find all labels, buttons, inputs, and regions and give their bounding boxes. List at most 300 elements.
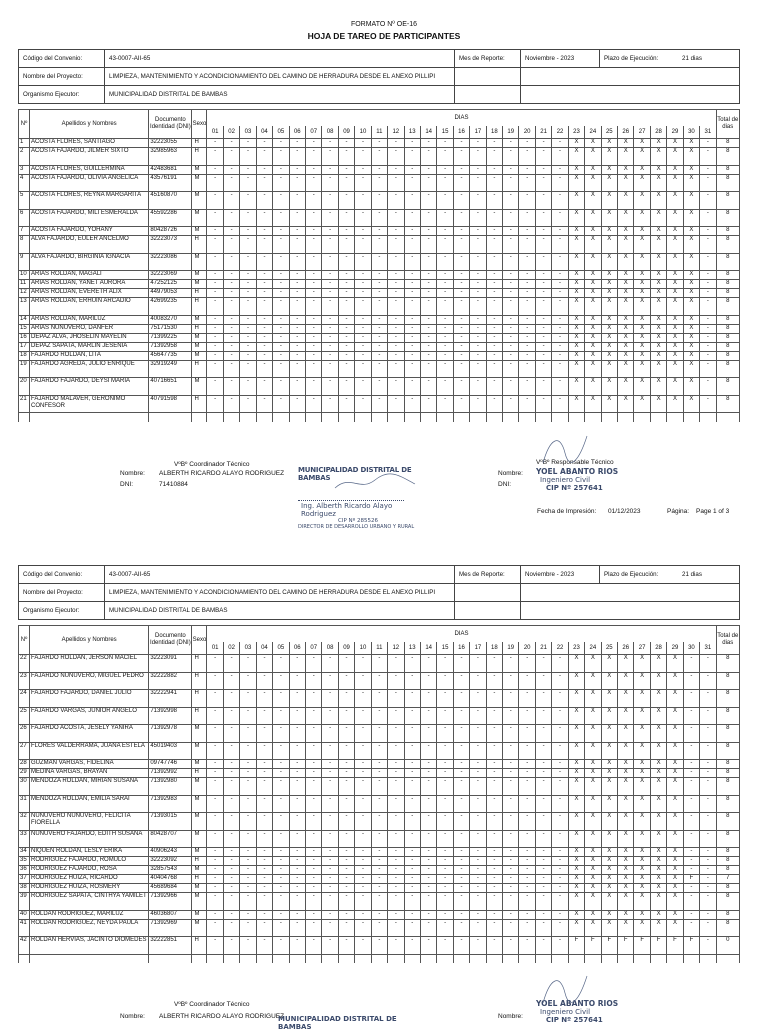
plazo-label: Plazo de Ejecución: <box>600 566 679 584</box>
row-number: 18 <box>19 351 30 360</box>
day-cell: - <box>207 919 223 937</box>
table-row <box>19 655 740 673</box>
day-cell: - <box>437 884 453 893</box>
participant-sex: M <box>192 165 207 174</box>
day-cell: - <box>355 378 371 396</box>
day-cell: - <box>306 655 322 673</box>
day-cell: - <box>240 289 256 298</box>
day-cell: X <box>618 672 634 690</box>
day-cell: - <box>289 760 305 769</box>
day-cell: - <box>503 298 519 316</box>
day-cell: - <box>273 378 289 396</box>
day-cell: - <box>306 298 322 316</box>
day-cell: - <box>453 866 469 875</box>
day-cell: - <box>223 690 239 708</box>
day-cell: - <box>437 289 453 298</box>
day-cell: X <box>634 298 650 316</box>
day-cell: - <box>470 333 486 342</box>
row-number: 4 <box>19 174 30 192</box>
day-cell: - <box>519 866 535 875</box>
day-cell: - <box>519 209 535 227</box>
day-cell: - <box>420 655 436 673</box>
row-number: 31 <box>19 795 30 813</box>
table-row <box>19 174 740 192</box>
day-cell: - <box>289 209 305 227</box>
day-cell: - <box>371 857 387 866</box>
day-header: 20 <box>519 126 535 139</box>
table-row <box>19 395 740 413</box>
day-cell: - <box>503 875 519 884</box>
empty-cell <box>503 413 519 422</box>
table-row <box>19 866 740 875</box>
participant-sex: M <box>192 884 207 893</box>
day-cell: X <box>667 165 683 174</box>
day-cell: - <box>420 866 436 875</box>
day-cell: X <box>568 875 584 884</box>
day-cell: - <box>355 875 371 884</box>
day-cell: - <box>470 707 486 725</box>
day-cell: - <box>404 351 420 360</box>
day-cell: - <box>453 192 469 210</box>
day-cell: - <box>289 298 305 316</box>
participant-sex: M <box>192 866 207 875</box>
participant-name: ACOSTA FAJARDO, MILI ESMERALDA <box>30 209 149 227</box>
day-cell: - <box>355 760 371 769</box>
day-cell: - <box>256 148 272 166</box>
day-cell: - <box>256 795 272 813</box>
day-cell: X <box>650 707 666 725</box>
day-cell: - <box>503 324 519 333</box>
day-cell: - <box>683 742 699 760</box>
stamp-engineer <box>536 467 646 492</box>
row-number: 35 <box>19 857 30 866</box>
day-cell: - <box>420 813 436 831</box>
total-days: 8 <box>716 378 739 396</box>
day-cell: - <box>437 192 453 210</box>
day-cell: - <box>273 236 289 254</box>
page-title: HOJA DE TAREO DE PARTICIPANTES <box>307 31 461 41</box>
day-cell: - <box>535 298 551 316</box>
day-cell: X <box>650 298 666 316</box>
day-cell: - <box>338 315 354 324</box>
day-cell: - <box>404 280 420 289</box>
day-cell: - <box>404 342 420 351</box>
day-cell: X <box>585 289 601 298</box>
day-cell: X <box>568 139 584 148</box>
day-cell: - <box>420 884 436 893</box>
day-cell: - <box>470 769 486 778</box>
day-cell: X <box>601 192 617 210</box>
day-cell: - <box>306 236 322 254</box>
day-cell: - <box>273 919 289 937</box>
day-cell: - <box>306 148 322 166</box>
day-cell: - <box>503 209 519 227</box>
day-cell: X <box>634 333 650 342</box>
day-header: 02 <box>223 126 239 139</box>
day-cell: - <box>437 280 453 289</box>
empty-cell <box>470 413 486 422</box>
participant-sex: M <box>192 333 207 342</box>
day-cell: X <box>634 395 650 413</box>
day-cell: - <box>355 910 371 919</box>
day-cell: X <box>650 875 666 884</box>
day-cell: X <box>618 760 634 769</box>
participant-dni: 32223055 <box>149 139 192 148</box>
total-days: 8 <box>716 742 739 760</box>
day-cell: X <box>667 725 683 743</box>
day-cell: - <box>420 174 436 192</box>
day-cell: - <box>223 919 239 937</box>
day-cell: - <box>338 707 354 725</box>
participant-sex: H <box>192 289 207 298</box>
table-row <box>19 271 740 280</box>
day-cell: - <box>322 298 338 316</box>
participant-sex: M <box>192 174 207 192</box>
day-cell: X <box>634 893 650 911</box>
day-cell: - <box>503 707 519 725</box>
day-cell: - <box>503 884 519 893</box>
day-cell: - <box>420 298 436 316</box>
day-cell: X <box>667 395 683 413</box>
empty-cell <box>535 954 551 963</box>
day-cell: - <box>503 227 519 236</box>
day-cell: - <box>535 227 551 236</box>
day-cell: - <box>306 937 322 955</box>
row-number: 29 <box>19 769 30 778</box>
participant-sex: H <box>192 769 207 778</box>
day-cell: - <box>552 395 568 413</box>
day-header: 11 <box>371 126 387 139</box>
col-dni: Documento Identidad (DNI) <box>149 626 192 655</box>
day-cell: X <box>568 655 584 673</box>
day-cell: - <box>700 271 716 280</box>
stamp-line: CIP Nº 257641 <box>546 1016 603 1024</box>
day-cell: - <box>207 395 223 413</box>
day-cell: - <box>535 742 551 760</box>
day-cell: X <box>650 778 666 796</box>
day-cell: - <box>322 289 338 298</box>
participant-dni: 71393015 <box>149 813 192 831</box>
day-cell: - <box>486 271 502 280</box>
day-cell: - <box>388 690 404 708</box>
day-cell: - <box>371 298 387 316</box>
day-cell: - <box>338 910 354 919</box>
day-cell: - <box>223 672 239 690</box>
blank-row <box>19 413 740 422</box>
empty-cell <box>192 954 207 963</box>
day-cell: - <box>535 919 551 937</box>
day-header: 20 <box>519 642 535 655</box>
day-cell: - <box>535 165 551 174</box>
day-cell: X <box>667 253 683 271</box>
total-days: 7 <box>716 875 739 884</box>
day-cell: X <box>601 280 617 289</box>
participant-sex: M <box>192 848 207 857</box>
coord-title: VºBº Coordinador Técnico <box>174 461 250 468</box>
day-cell: - <box>388 760 404 769</box>
day-cell: - <box>519 690 535 708</box>
day-cell: - <box>388 655 404 673</box>
day-cell: - <box>371 192 387 210</box>
day-cell: X <box>650 360 666 378</box>
row-number: 36 <box>19 866 30 875</box>
day-cell: - <box>240 395 256 413</box>
day-cell: - <box>322 857 338 866</box>
day-cell: - <box>289 813 305 831</box>
day-cell: X <box>667 760 683 769</box>
day-cell: - <box>256 875 272 884</box>
day-cell: X <box>601 148 617 166</box>
day-cell: - <box>404 778 420 796</box>
day-cell: - <box>240 148 256 166</box>
participant-name: ARIAS ROLDAN, ERHUIN ARCADIO <box>30 298 149 316</box>
day-cell: - <box>240 655 256 673</box>
day-cell: - <box>404 919 420 937</box>
row-number: 15 <box>19 324 30 333</box>
day-cell: - <box>700 360 716 378</box>
info-table-1 <box>18 49 740 104</box>
stamp-line: YOEL ABANTO RIOS <box>536 467 619 476</box>
day-cell: - <box>223 174 239 192</box>
total-days: 8 <box>716 866 739 875</box>
day-cell: - <box>470 236 486 254</box>
day-cell: X <box>601 298 617 316</box>
participant-name: FLORES VALDERRAMA, JUANA ESTELA <box>30 742 149 760</box>
empty-cell <box>388 413 404 422</box>
total-days: 8 <box>716 655 739 673</box>
empty-cell <box>521 602 740 620</box>
day-cell: - <box>470 271 486 280</box>
participant-name: FAJARDO VARGAS, JUNIOR ANGELO <box>30 707 149 725</box>
proyecto-label: Nombre del Proyecto: <box>19 584 105 602</box>
day-cell: - <box>486 795 502 813</box>
day-cell: - <box>338 253 354 271</box>
participant-sex: M <box>192 893 207 911</box>
day-cell: - <box>503 725 519 743</box>
empty-cell <box>289 954 305 963</box>
day-cell: - <box>404 725 420 743</box>
day-cell: - <box>223 139 239 148</box>
day-cell: - <box>700 253 716 271</box>
day-cell: - <box>519 227 535 236</box>
day-cell: - <box>535 324 551 333</box>
day-cell: X <box>650 236 666 254</box>
day-cell: - <box>289 174 305 192</box>
table-row <box>19 236 740 254</box>
day-cell: - <box>207 742 223 760</box>
day-cell: - <box>519 192 535 210</box>
day-cell: X <box>585 866 601 875</box>
day-cell: - <box>338 192 354 210</box>
day-cell: - <box>420 778 436 796</box>
row-number: 34 <box>19 848 30 857</box>
coord-dni: 71410884 <box>159 481 188 488</box>
day-cell: - <box>322 848 338 857</box>
day-cell: - <box>420 227 436 236</box>
day-cell: - <box>223 324 239 333</box>
empty-cell <box>453 413 469 422</box>
table-row <box>19 725 740 743</box>
empty-cell <box>716 954 739 963</box>
day-cell: - <box>535 725 551 743</box>
day-cell: - <box>519 672 535 690</box>
day-cell: - <box>207 315 223 324</box>
day-cell: - <box>453 139 469 148</box>
day-cell: - <box>273 148 289 166</box>
day-cell: X <box>650 289 666 298</box>
day-cell: - <box>404 148 420 166</box>
day-cell: X <box>634 910 650 919</box>
organismo-value: MUNICIPALIDAD DISTRITAL DE BAMBAS <box>105 86 455 104</box>
day-cell: - <box>371 227 387 236</box>
day-cell: - <box>453 271 469 280</box>
day-cell: - <box>355 253 371 271</box>
day-cell: - <box>338 742 354 760</box>
plazo-value: 21 dias <box>678 566 740 584</box>
empty-cell <box>716 413 739 422</box>
day-cell: - <box>306 707 322 725</box>
day-cell: - <box>338 209 354 227</box>
mes-value: Noviembre - 2023 <box>521 566 600 584</box>
day-cell: - <box>535 866 551 875</box>
day-header: 27 <box>634 126 650 139</box>
day-cell: - <box>535 655 551 673</box>
day-cell: - <box>256 192 272 210</box>
day-cell: - <box>486 192 502 210</box>
day-cell: - <box>552 795 568 813</box>
day-cell: - <box>388 395 404 413</box>
day-cell: X <box>650 830 666 848</box>
day-cell: X <box>585 139 601 148</box>
participant-dni: 45019403 <box>149 742 192 760</box>
total-days: 8 <box>716 271 739 280</box>
proyecto-value: LIMPIEZA, MANTENIMIENTO Y ACONDICIONAMIENTO DEL CAMINO DE HERRADURA DESDE EL ANEXO PILLIPI <box>105 68 455 86</box>
day-cell: - <box>322 333 338 342</box>
day-header: 25 <box>601 642 617 655</box>
day-cell: - <box>486 813 502 831</box>
day-cell: - <box>240 139 256 148</box>
day-cell: - <box>289 848 305 857</box>
total-days: 8 <box>716 672 739 690</box>
day-cell: - <box>486 209 502 227</box>
total-days: 0 <box>716 937 739 955</box>
day-header: 22 <box>552 642 568 655</box>
day-cell: - <box>700 690 716 708</box>
participant-name: FAJARDO NUÑUVERO, MIGUEL PEDRO <box>30 672 149 690</box>
day-cell: - <box>470 148 486 166</box>
day-cell: - <box>322 830 338 848</box>
day-cell: F <box>683 875 699 884</box>
day-cell: X <box>634 271 650 280</box>
participant-name: ACOSTA FAJARDO, YOHANY <box>30 227 149 236</box>
day-cell: X <box>585 919 601 937</box>
participant-name: ARIAS ROLDAN, YANET AURORA <box>30 280 149 289</box>
day-cell: - <box>256 769 272 778</box>
row-number: 13 <box>19 298 30 316</box>
day-cell: - <box>388 813 404 831</box>
empty-cell <box>240 954 256 963</box>
day-header: 19 <box>503 642 519 655</box>
participant-dni: 42699235 <box>149 298 192 316</box>
day-cell: - <box>453 813 469 831</box>
day-cell: - <box>420 148 436 166</box>
day-cell: X <box>568 910 584 919</box>
day-cell: - <box>273 280 289 289</box>
participant-sex: M <box>192 919 207 937</box>
convenio-label: Código del Convenio: <box>19 50 105 68</box>
participant-sex: M <box>192 778 207 796</box>
day-cell: - <box>453 910 469 919</box>
day-cell: X <box>601 884 617 893</box>
day-cell: - <box>453 253 469 271</box>
day-cell: X <box>585 742 601 760</box>
day-cell: X <box>683 271 699 280</box>
row-number: 12 <box>19 289 30 298</box>
day-cell: - <box>700 707 716 725</box>
day-cell: - <box>437 937 453 955</box>
participant-dni: 42483681 <box>149 165 192 174</box>
day-cell: - <box>289 315 305 324</box>
day-cell: - <box>207 866 223 875</box>
day-cell: - <box>437 253 453 271</box>
table-row <box>19 690 740 708</box>
day-cell: - <box>240 165 256 174</box>
participant-sex: H <box>192 875 207 884</box>
day-cell: - <box>240 848 256 857</box>
participant-name: MENDOZA ROLDAN, EMILIA SARAI <box>30 795 149 813</box>
day-cell: - <box>273 165 289 174</box>
day-cell: - <box>700 655 716 673</box>
col-no: Nº <box>19 626 30 655</box>
day-cell: X <box>634 139 650 148</box>
total-days: 8 <box>716 893 739 911</box>
day-cell: X <box>667 919 683 937</box>
participant-dni: 32222851 <box>149 937 192 955</box>
day-header: 29 <box>667 126 683 139</box>
day-cell: - <box>503 655 519 673</box>
day-cell: - <box>437 333 453 342</box>
empty-cell <box>388 954 404 963</box>
day-header: 07 <box>306 126 322 139</box>
day-cell: - <box>223 315 239 324</box>
day-cell: - <box>453 769 469 778</box>
participant-sex: M <box>192 760 207 769</box>
signature-scribble <box>535 968 595 1008</box>
day-cell: - <box>470 351 486 360</box>
day-cell: - <box>420 830 436 848</box>
day-cell: X <box>618 174 634 192</box>
day-cell: - <box>470 884 486 893</box>
total-days: 8 <box>716 333 739 342</box>
empty-cell <box>30 413 149 422</box>
empty-cell <box>30 954 149 963</box>
day-cell: - <box>256 342 272 351</box>
empty-cell <box>207 413 223 422</box>
day-cell: X <box>634 236 650 254</box>
day-cell: - <box>700 315 716 324</box>
day-cell: - <box>240 333 256 342</box>
day-cell: X <box>601 351 617 360</box>
day-cell: - <box>552 253 568 271</box>
day-cell: X <box>585 875 601 884</box>
day-cell: X <box>601 209 617 227</box>
day-cell: - <box>240 271 256 280</box>
day-cell: - <box>486 742 502 760</box>
day-cell: X <box>650 324 666 333</box>
day-cell: - <box>256 378 272 396</box>
day-cell: - <box>470 165 486 174</box>
day-cell: - <box>371 174 387 192</box>
